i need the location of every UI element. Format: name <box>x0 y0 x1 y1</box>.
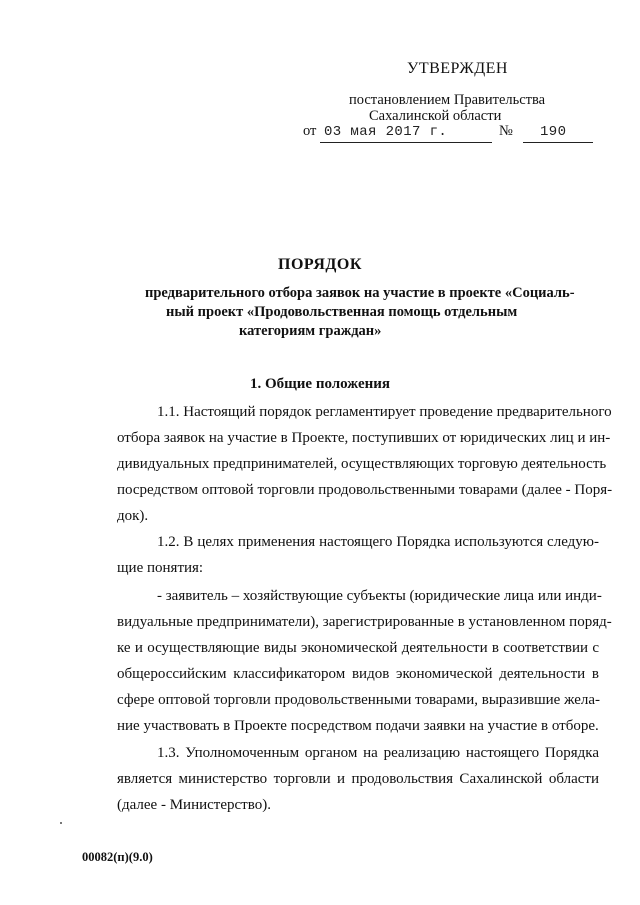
definition-line: сфере оптовой торговли продовольственными товарами, выразившие жела- <box>117 692 601 708</box>
paragraph-1-line: отбора заявок на участие в Проекте, поступивших от юридических лиц и ин- <box>117 430 611 446</box>
footer-code: 00082(п)(9.0) <box>82 850 153 864</box>
document-title: ПОРЯДОК <box>278 256 362 273</box>
subtitle-line-3: категориям граждан» <box>239 323 382 339</box>
paragraph-1-line: дивидуальных предпринимателей, осуществляющих торговую деятельность <box>117 456 607 472</box>
subtitle-line-1: предварительного отбора заявок на участие в проекте «Социаль- <box>145 285 575 301</box>
approval-date-value: 03 мая 2017 г. <box>324 124 448 140</box>
date-underline <box>320 142 492 143</box>
paragraph-3-line: является министерство торговли и продовольствия Сахалинской области <box>117 771 599 787</box>
approval-line-1: постановлением Правительства <box>349 92 546 108</box>
paragraph-3-line: (далее - Министерство). <box>117 797 271 813</box>
paragraph-1-line: док). <box>117 508 149 524</box>
definition-line: общероссийским классификатором видов экономической деятельности в <box>117 666 599 682</box>
subtitle-line-2: ный проект «Продовольственная помощь отдельным <box>166 304 518 320</box>
approval-date-row <box>303 123 316 140</box>
approval-line-2: Сахалинской области <box>369 108 502 124</box>
approval-title: УТВЕРЖДЕН <box>407 60 508 77</box>
section-heading: 1. Общие положения <box>249 376 391 392</box>
approval-number-value: 190 <box>540 124 567 140</box>
number-underline <box>523 142 593 143</box>
definition-line: ние участвовать в Проекте посредством подачи заявки на участие в отборе. <box>117 718 599 734</box>
definition-line: - заявитель – хозяйствующие субъекты (юридические лица или инди- <box>157 588 602 604</box>
paragraph-1-line: 1.1. Настоящий порядок регламентирует проведение предварительного <box>157 404 612 420</box>
definition-line: ке и осуществляющие виды экономической деятельности в соответствии с <box>117 640 599 656</box>
paragraph-2-line: щие понятия: <box>117 560 204 576</box>
paragraph-2-line: 1.2. В целях применения настоящего Порядка используются следую- <box>157 534 599 550</box>
scan-speck <box>60 822 62 824</box>
paragraph-1-line: посредством оптовой торговли продовольственными товарами (далее - Поря- <box>117 482 613 498</box>
paragraph-3-line: 1.3. Уполномоченным органом на реализацию настоящего Порядка <box>157 745 599 761</box>
date-prefix: от <box>303 123 317 139</box>
definition-line: видуальные предприниматели), зарегистрированные в установленном поряд- <box>117 614 612 630</box>
number-prefix: № <box>499 123 513 139</box>
